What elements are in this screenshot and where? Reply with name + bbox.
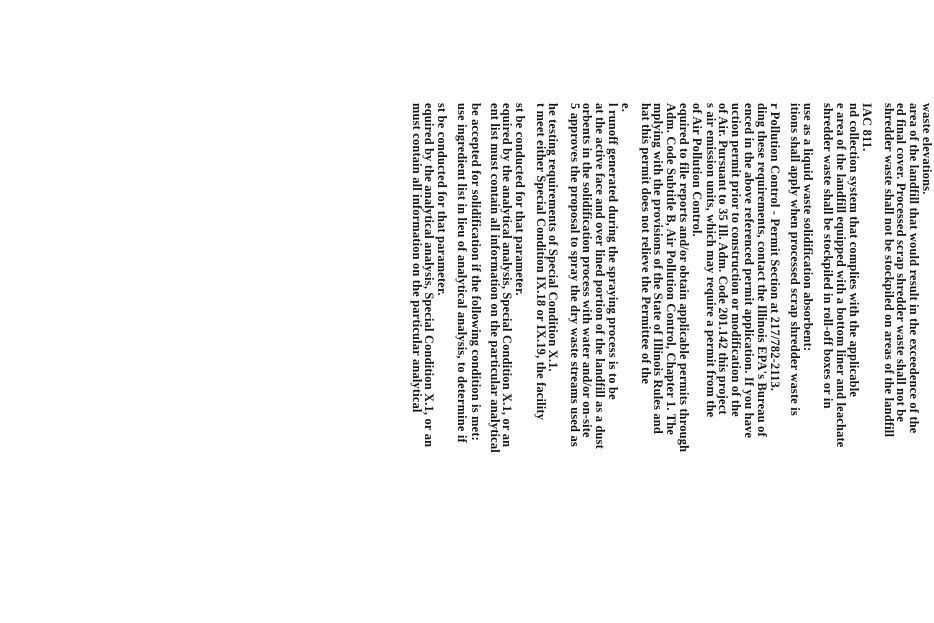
rotated-text-block: [0, 103, 934, 623]
text-line: enced in the above referenced permit application. If you have: [742, 103, 756, 439]
text-line: of Air. Pursuant to 35 Ill. Adm. Code 201.142 this project: [716, 103, 730, 415]
text-line: shredder waste shall be stockpiled in roll-off boxes or in: [821, 103, 835, 409]
text-line: l runoff generated during the spraying process is to be: [606, 103, 620, 400]
text-line: t meet either Special Condition IX.18 or IX.19, the facility: [534, 103, 548, 421]
text-line: st be conducted for that parameter.: [513, 103, 527, 296]
text-line: at the active face and over lined portion of the landfill as a dust: [593, 103, 607, 449]
text-line: equired by the analytical analysis, Special Condition X.1, or an: [500, 103, 514, 448]
text-line: 5 approves the proposal to spray the dry waste streams used as: [568, 103, 582, 447]
text-line: area of the landfill that would result in the exceedence of the: [907, 103, 921, 434]
text-line: shredder waste shall not be stockpiled on areas of the landfill: [882, 103, 896, 438]
text-line: IAC 811.: [860, 103, 874, 152]
text-line: ent list must contain all information on the particular analytical: [488, 103, 502, 453]
text-line: equired to file reports and/or obtain applicable permits through: [677, 103, 691, 453]
text-line: nd collection system that complies with the applicable: [847, 103, 861, 398]
text-line: st be conducted for that parameter.: [435, 103, 449, 296]
text-line: s air emission units, which may require a permit from the: [704, 103, 718, 418]
text-line: ding these requirements, contact the Illinois EPA's Bureau of: [755, 103, 769, 437]
text-line: equired by the analytical analysis, Special Condition X.1, or an: [422, 103, 436, 448]
text-line: be accepted for solidification if the following condition is met:: [469, 103, 483, 441]
text-line: mplying with the provisions of the State of Illinois Rules and: [651, 103, 665, 434]
text-line: of Air Pollution Control.: [690, 103, 704, 237]
text-line: use as a liquid waste solidification absorbent:: [801, 103, 815, 352]
text-line: waste elevations.: [920, 103, 934, 195]
text-line: use ingredient list in lieu of analytical analysis, to determine if: [455, 103, 469, 443]
text-line: must contain all information on the particular analytical: [410, 103, 424, 413]
text-line: ed final cover. Processed scrap shredder waste shall not be: [894, 103, 908, 423]
text-line: r Pollution Control - Permit Section at 217/782-2113.: [768, 103, 782, 392]
text-line: he testing requirements of Special Condition X.1.: [546, 103, 560, 372]
text-line: hat this permit does not relieve the Permittee of the: [639, 103, 653, 385]
text-line: uction permit prior to construction or modification of the: [729, 103, 743, 417]
text-line: itions shall apply when processed scrap shredder waste is: [788, 103, 802, 416]
text-line: Adm. Code Subtitle B, Air Pollution Control, Chapter 1. The: [664, 103, 678, 436]
text-line: e area of the landfill equipped with a bottom liner and leachate: [834, 103, 848, 448]
text-line: orbents in the solidification process with water and/or on-site: [580, 103, 594, 438]
text-line: e.: [619, 103, 633, 112]
